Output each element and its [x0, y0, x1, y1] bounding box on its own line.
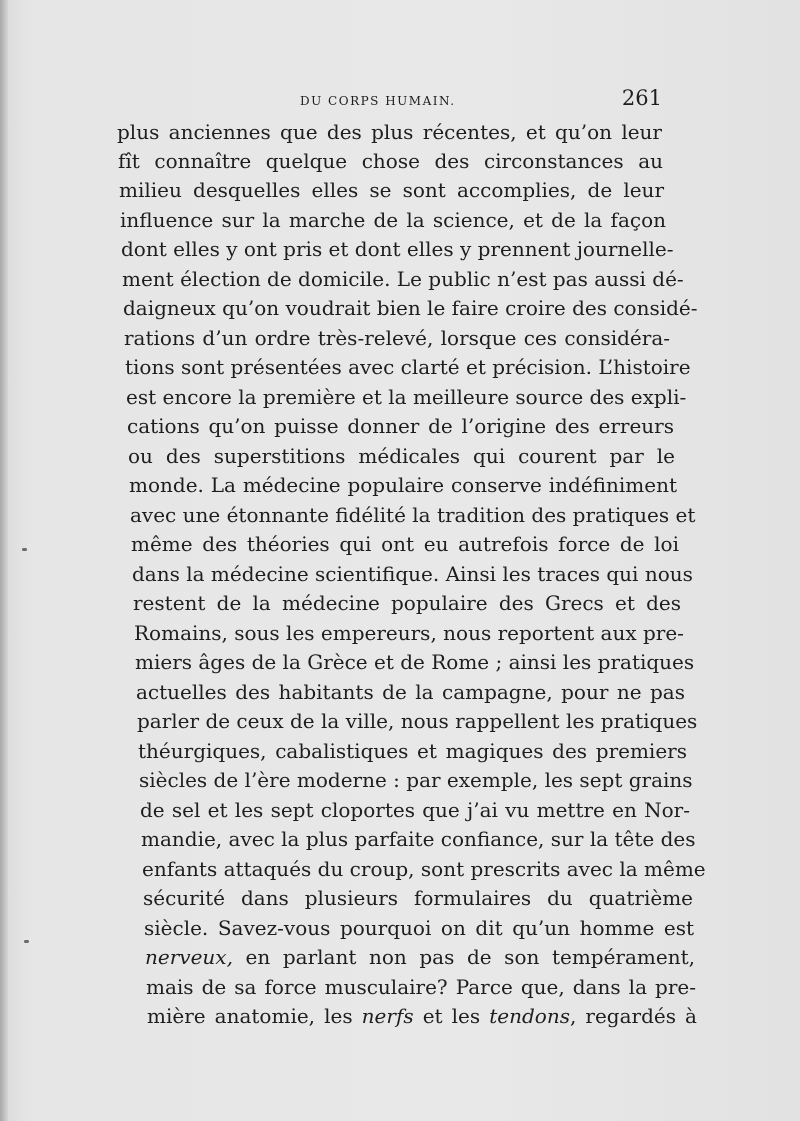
text-line: théurgiques, cabalistiques et magiques des premiers [138, 739, 687, 763]
text-run: et les [413, 1004, 490, 1028]
text-line: Romains, sous les empereurs, nous reportent aux pre- [134, 621, 684, 645]
text-line: miers âges de la Grèce et de Rome ; ainsi les pratiques [135, 650, 695, 674]
text-line: cations qu’on puisse donner de l’origine des erreurs [127, 414, 674, 438]
text-line: avec une étonnante fidélité la tradition des pratiques et [130, 503, 696, 527]
text-line: milieu desquelles elles se sont accomplies, de leur [119, 178, 664, 202]
text-line: daigneux qu’on voudrait bien le faire croire des considé- [123, 296, 698, 320]
text-line [147, 1002, 697, 1031]
text-run: mière anatomie, les [147, 1004, 362, 1028]
ink-speck [24, 940, 29, 943]
italic-word: tendons [489, 1004, 570, 1028]
text-line: plus anciennes que des plus récentes, et qu’on leur [117, 120, 662, 144]
page-gutter [0, 0, 8, 1121]
running-header [300, 86, 662, 116]
text-line: sécurité dans plusieurs formulaires du quatrième [143, 886, 693, 910]
ink-speck [22, 548, 27, 551]
text-line: dans la médecine scientifique. Ainsi les traces qui nous [132, 562, 693, 586]
text-line: même des théories qui ont eu autrefois force de loi [131, 532, 679, 556]
page-number: 261 [621, 86, 662, 110]
text-line: mais de sa force musculaire? Parce que, dans la pre- [146, 975, 696, 999]
text-line: siècle. Savez-vous pourquoi on dit qu’un homme est [144, 916, 694, 940]
text-line [145, 943, 695, 972]
text-line: est encore la première et la meilleure source des expli- [126, 385, 687, 409]
text-line: de sel et les sept cloportes que j’ai vu mettre en Nor- [140, 798, 690, 822]
text-line: tions sont présentées avec clarté et précision. L’histoire [125, 355, 691, 379]
text-line: influence sur la marche de la science, et de la façon [120, 208, 666, 232]
text-line: ou des superstitions médicales qui courent par le [128, 444, 675, 468]
text-line: restent de la médecine populaire des Grecs et des [133, 591, 681, 615]
text-line: fît connaître quelque chose des circonstances au [118, 149, 663, 173]
text-run: en parlant non pas de son tempérament, [232, 945, 695, 969]
text-line: siècles de l’ère moderne : par exemple, les sept grains [139, 768, 693, 792]
italic-word: nerveux, [145, 945, 233, 969]
text-line: rations d’un ordre très-relevé, lorsque ces considéra- [124, 326, 670, 350]
text-line: enfants attaqués du croup, sont prescrits avec la même [142, 857, 706, 881]
text-line: actuelles des habitants de la campagne, pour ne pas [136, 680, 685, 704]
text-line: monde. La médecine populaire conserve indéfiniment [129, 473, 677, 497]
italic-word: nerfs [361, 1004, 414, 1028]
text-line: mandie, avec la plus parfaite confiance, sur la tête des [141, 827, 696, 851]
text-run: , regardés à [569, 1004, 697, 1028]
running-title: DU CORPS HUMAIN. [300, 94, 456, 108]
text-line: dont elles y ont pris et dont elles y prennent journelle- [121, 237, 674, 261]
text-line: parler de ceux de la ville, nous rappellent les pratiques [137, 709, 698, 733]
text-line: ment élection de domicile. Le public n’est pas aussi dé- [122, 267, 684, 291]
